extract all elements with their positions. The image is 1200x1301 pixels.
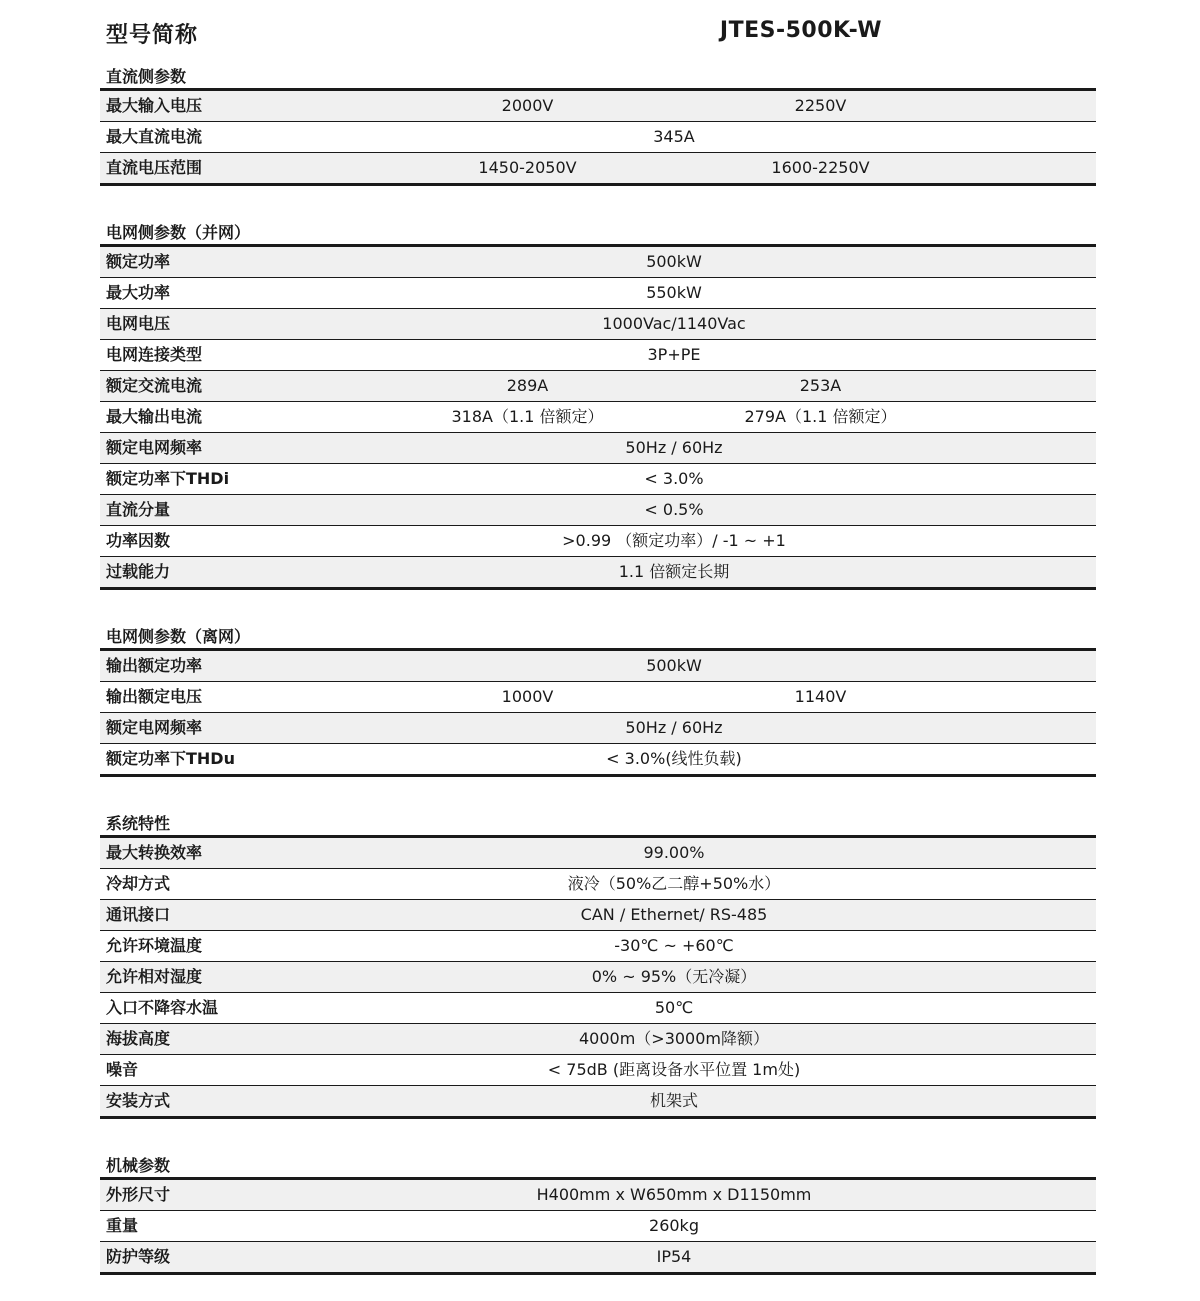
param-value: 500kW bbox=[646, 252, 702, 271]
table-row bbox=[100, 371, 1096, 402]
param-value: < 75dB (距离设备水平位置 1m处) bbox=[547, 1060, 801, 1079]
param-value-variant-1: 2000V bbox=[501, 96, 554, 115]
table-row bbox=[100, 993, 1096, 1024]
table-row bbox=[100, 838, 1096, 869]
spec-table bbox=[100, 1177, 1096, 1275]
param-value: 550kW bbox=[646, 283, 702, 302]
param-label: 功率因数 bbox=[106, 531, 171, 550]
param-value: 50Hz / 60Hz bbox=[625, 438, 723, 457]
table-row bbox=[100, 91, 1096, 122]
param-label: 噪音 bbox=[106, 1060, 139, 1079]
table-row bbox=[100, 495, 1096, 526]
param-label: 最大直流电流 bbox=[106, 127, 203, 146]
param-label: 最大输入电压 bbox=[106, 96, 203, 115]
param-value: 4000m（>3000m降额） bbox=[578, 1029, 770, 1048]
section-title: 直流侧参数 bbox=[106, 67, 187, 86]
section-gap bbox=[100, 777, 1096, 813]
model-header bbox=[100, 0, 1096, 66]
param-value: CAN / Ethernet/ RS-485 bbox=[580, 905, 768, 924]
param-value-variant-2: 1140V bbox=[794, 687, 847, 706]
param-value: 50Hz / 60Hz bbox=[625, 718, 723, 737]
table-row bbox=[100, 1211, 1096, 1242]
param-label: 外形尺寸 bbox=[106, 1185, 171, 1204]
section-gap bbox=[100, 186, 1096, 222]
param-label: 输出额定电压 bbox=[106, 687, 203, 706]
table-row bbox=[100, 1086, 1096, 1116]
param-value: 1000Vac/1140Vac bbox=[602, 314, 746, 333]
table-row bbox=[100, 340, 1096, 371]
table-row bbox=[100, 682, 1096, 713]
spec-table bbox=[100, 835, 1096, 1119]
param-value: H400mm x W650mm x D1150mm bbox=[536, 1185, 812, 1204]
param-label: 冷却方式 bbox=[106, 874, 171, 893]
param-label: 最大输出电流 bbox=[106, 407, 203, 426]
param-label: 额定功率 bbox=[106, 252, 171, 271]
table-row bbox=[100, 1180, 1096, 1211]
param-label: 允许环境温度 bbox=[106, 936, 203, 955]
table-row bbox=[100, 526, 1096, 557]
table-row bbox=[100, 651, 1096, 682]
param-value: 345A bbox=[653, 127, 695, 146]
spec-section bbox=[100, 66, 1096, 222]
param-label: 安装方式 bbox=[106, 1091, 171, 1110]
spec-table bbox=[100, 648, 1096, 777]
param-value: 3P+PE bbox=[647, 345, 701, 364]
table-row bbox=[100, 247, 1096, 278]
param-label: 输出额定功率 bbox=[106, 656, 203, 675]
param-value: 机架式 bbox=[649, 1091, 698, 1110]
param-label: 防护等级 bbox=[106, 1247, 171, 1266]
spec-section bbox=[100, 1155, 1096, 1275]
param-value: < 0.5% bbox=[644, 500, 704, 519]
param-label: 允许相对湿度 bbox=[106, 967, 203, 986]
param-value-variant-2: 279A（1.1 倍额定） bbox=[744, 407, 897, 426]
table-row bbox=[100, 713, 1096, 744]
section-title: 系统特性 bbox=[106, 814, 171, 833]
table-row bbox=[100, 278, 1096, 309]
param-value-variant-2: 253A bbox=[799, 376, 842, 395]
param-label: 通讯接口 bbox=[106, 905, 171, 924]
section-gap bbox=[100, 1119, 1096, 1155]
table-row bbox=[100, 869, 1096, 900]
param-value: 1.1 倍额定长期 bbox=[618, 562, 730, 581]
param-value-variant-2: 1600-2250V bbox=[771, 158, 870, 177]
param-label: 过载能力 bbox=[106, 562, 171, 581]
table-row bbox=[100, 464, 1096, 495]
param-label: 入口不降容水温 bbox=[106, 998, 219, 1017]
param-value-variant-2: 2250V bbox=[794, 96, 847, 115]
param-label: 电网连接类型 bbox=[106, 345, 203, 364]
param-label: 海拔高度 bbox=[106, 1029, 171, 1048]
param-label: 额定功率下THDu bbox=[106, 749, 235, 768]
param-value-variant-1: 1000V bbox=[501, 687, 554, 706]
param-label: 额定功率下THDi bbox=[106, 469, 230, 488]
param-value: IP54 bbox=[656, 1247, 692, 1266]
param-value: 99.00% bbox=[643, 843, 705, 862]
param-value: 500kW bbox=[646, 656, 702, 675]
model-label: 型号简称 bbox=[106, 23, 199, 48]
param-label: 直流电压范围 bbox=[106, 158, 203, 177]
table-row bbox=[100, 433, 1096, 464]
table-row bbox=[100, 1055, 1096, 1086]
param-label: 额定交流电流 bbox=[106, 376, 203, 395]
table-row bbox=[100, 122, 1096, 153]
param-value: 260kg bbox=[649, 1216, 699, 1235]
table-row bbox=[100, 557, 1096, 587]
table-row bbox=[100, 1242, 1096, 1272]
spec-sections bbox=[100, 66, 1096, 1275]
section-title: 电网侧参数（离网） bbox=[106, 627, 251, 646]
param-label: 最大功率 bbox=[106, 283, 171, 302]
param-label: 额定电网频率 bbox=[106, 438, 203, 457]
section-gap bbox=[100, 590, 1096, 626]
param-label: 直流分量 bbox=[106, 500, 171, 519]
spec-section bbox=[100, 626, 1096, 813]
param-label: 电网电压 bbox=[106, 314, 171, 333]
table-row bbox=[100, 744, 1096, 774]
spec-sheet bbox=[100, 0, 1096, 1275]
table-row bbox=[100, 931, 1096, 962]
param-value-variant-1: 289A bbox=[506, 376, 549, 395]
param-label: 最大转换效率 bbox=[106, 843, 203, 862]
param-value: 0% ~ 95%（无冷凝） bbox=[591, 967, 757, 986]
table-row bbox=[100, 1024, 1096, 1055]
param-value: < 3.0% bbox=[644, 469, 704, 488]
spec-table bbox=[100, 88, 1096, 186]
param-value: >0.99 （额定功率）/ -1 ~ +1 bbox=[562, 531, 786, 550]
param-value-variant-1: 318A（1.1 倍额定） bbox=[451, 407, 604, 426]
spec-section bbox=[100, 222, 1096, 626]
table-row bbox=[100, 309, 1096, 340]
param-value: < 3.0%(线性负载) bbox=[606, 749, 742, 768]
spec-table bbox=[100, 244, 1096, 590]
spec-section bbox=[100, 813, 1096, 1155]
table-row bbox=[100, 900, 1096, 931]
section-title: 电网侧参数（并网） bbox=[106, 223, 251, 242]
section-title: 机械参数 bbox=[106, 1156, 171, 1175]
param-label: 重量 bbox=[106, 1216, 139, 1235]
param-label: 额定电网频率 bbox=[106, 718, 203, 737]
table-row bbox=[100, 402, 1096, 433]
param-value: 液冷（50%乙二醇+50%水） bbox=[567, 874, 781, 893]
param-value: -30℃ ~ +60℃ bbox=[614, 936, 734, 955]
param-value-variant-1: 1450-2050V bbox=[478, 158, 577, 177]
param-value: 50℃ bbox=[654, 998, 694, 1017]
model-name: JTES-500K-W bbox=[719, 18, 883, 43]
table-row bbox=[100, 962, 1096, 993]
table-row bbox=[100, 153, 1096, 183]
